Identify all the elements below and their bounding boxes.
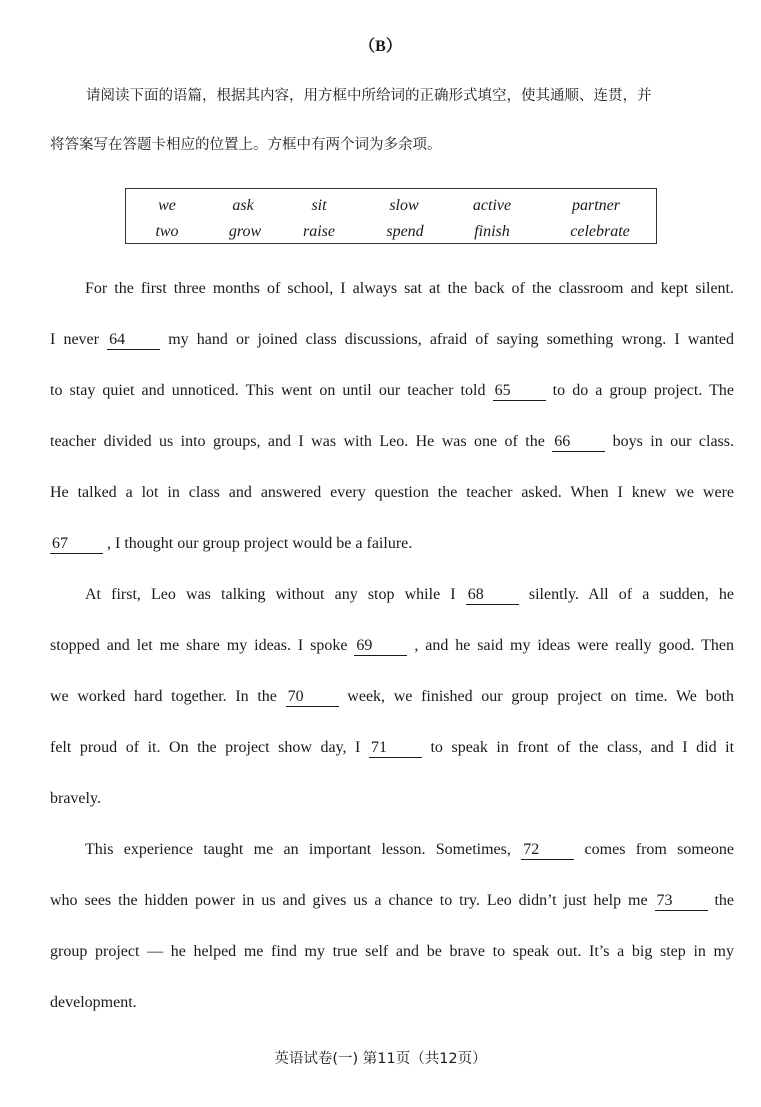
passage-line bbox=[50, 431, 734, 453]
answer-blank-66[interactable]: 66 bbox=[552, 433, 605, 452]
passage-text: This experience taught me an important lesson. Sometimes, bbox=[85, 841, 511, 858]
passage-text: week, we finished our group project on time. We both bbox=[347, 688, 735, 705]
word-box-word: two bbox=[155, 223, 179, 240]
answer-blank-67[interactable]: 67 bbox=[50, 535, 103, 554]
passage-line bbox=[50, 890, 734, 912]
passage-line bbox=[50, 533, 734, 555]
word-box-word: sit bbox=[311, 197, 327, 214]
passage-line bbox=[50, 329, 734, 351]
passage-line bbox=[85, 278, 734, 300]
word-box-word: active bbox=[472, 197, 512, 214]
word-box-word: spend bbox=[386, 223, 424, 240]
passage-line bbox=[50, 380, 734, 402]
passage-line bbox=[50, 941, 734, 963]
passage-text: bravely. bbox=[50, 790, 101, 807]
passage-text: I never bbox=[50, 331, 99, 348]
passage-text: He talked a lot in class and answered every question the teacher asked. When I knew we were bbox=[50, 484, 734, 501]
page-footer: 英语试卷(一) 第11页（共12页） bbox=[274, 1051, 487, 1067]
passage-line bbox=[85, 584, 734, 606]
word-box-word: finish bbox=[474, 223, 510, 240]
answer-blank-73[interactable]: 73 bbox=[655, 892, 708, 911]
word-box-word: ask bbox=[232, 197, 254, 214]
passage-line bbox=[50, 686, 734, 708]
passage-text: group project — he helped me find my true self and be brave to speak out. It’s a big step in my bbox=[50, 943, 734, 960]
passage-text: boys in our class. bbox=[612, 433, 735, 450]
passage-text: felt proud of it. On the project show day, I bbox=[50, 739, 361, 756]
passage-line bbox=[50, 992, 734, 1014]
passage-text: development. bbox=[50, 994, 137, 1011]
word-box-word: slow bbox=[389, 197, 419, 214]
passage-text: , and he said my ideas were really good. Then bbox=[414, 637, 735, 654]
passage-text: comes from someone bbox=[584, 841, 735, 858]
passage-text: stopped and let me share my ideas. I spoke bbox=[50, 637, 348, 654]
word-box-word: celebrate bbox=[570, 223, 630, 240]
passage-text: teacher divided us into groups, and I was with Leo. He was one of the bbox=[50, 433, 545, 450]
passage-text: silently. All of a sudden, he bbox=[528, 586, 734, 603]
word-box-word: partner bbox=[572, 197, 620, 214]
answer-blank-68[interactable]: 68 bbox=[466, 586, 519, 605]
instruction-line-2: 将答案写在答题卡相应的位置上。方框中有两个词为多余项。 bbox=[50, 137, 442, 153]
word-box-word: raise bbox=[303, 223, 335, 240]
answer-blank-65[interactable]: 65 bbox=[493, 382, 546, 401]
passage-text: , I thought our group project would be a failure. bbox=[107, 535, 413, 552]
passage-text: to stay quiet and unnoticed. This went on until our teacher told bbox=[50, 382, 486, 399]
word-box-word: grow bbox=[228, 223, 262, 240]
passage-line bbox=[50, 737, 734, 759]
instruction-line-1: 请阅读下面的语篇，根据其内容，用方框中所给词的正确形式填空，使其通顺、连贯，并 bbox=[86, 88, 652, 104]
answer-blank-70[interactable]: 70 bbox=[286, 688, 339, 707]
passage-text: we worked hard together. In the bbox=[50, 688, 277, 705]
passage-text: the bbox=[714, 892, 735, 909]
passage-text: to do a group project. The bbox=[552, 382, 735, 399]
passage-text: For the first three months of school, I always sat at the back of the classroom and kept silent. bbox=[85, 280, 734, 297]
passage-text: who sees the hidden power in us and gives us a chance to try. Leo didn’t just help me bbox=[50, 892, 648, 909]
answer-blank-64[interactable]: 64 bbox=[107, 331, 160, 350]
section-title: （B） bbox=[359, 38, 402, 55]
answer-blank-72[interactable]: 72 bbox=[521, 841, 574, 860]
passage-text: my hand or joined class discussions, afraid of saying something wrong. I wanted bbox=[168, 331, 735, 348]
passage-text: At first, Leo was talking without any stop while I bbox=[85, 586, 456, 603]
passage-line bbox=[50, 788, 734, 810]
answer-blank-69[interactable]: 69 bbox=[354, 637, 407, 656]
passage-line bbox=[50, 635, 734, 657]
passage-line bbox=[50, 482, 734, 504]
word-box-word: we bbox=[158, 197, 176, 214]
word-box bbox=[125, 188, 657, 244]
passage-line bbox=[85, 839, 734, 861]
answer-blank-71[interactable]: 71 bbox=[369, 739, 422, 758]
passage-text: to speak in front of the class, and I did it bbox=[430, 739, 735, 756]
